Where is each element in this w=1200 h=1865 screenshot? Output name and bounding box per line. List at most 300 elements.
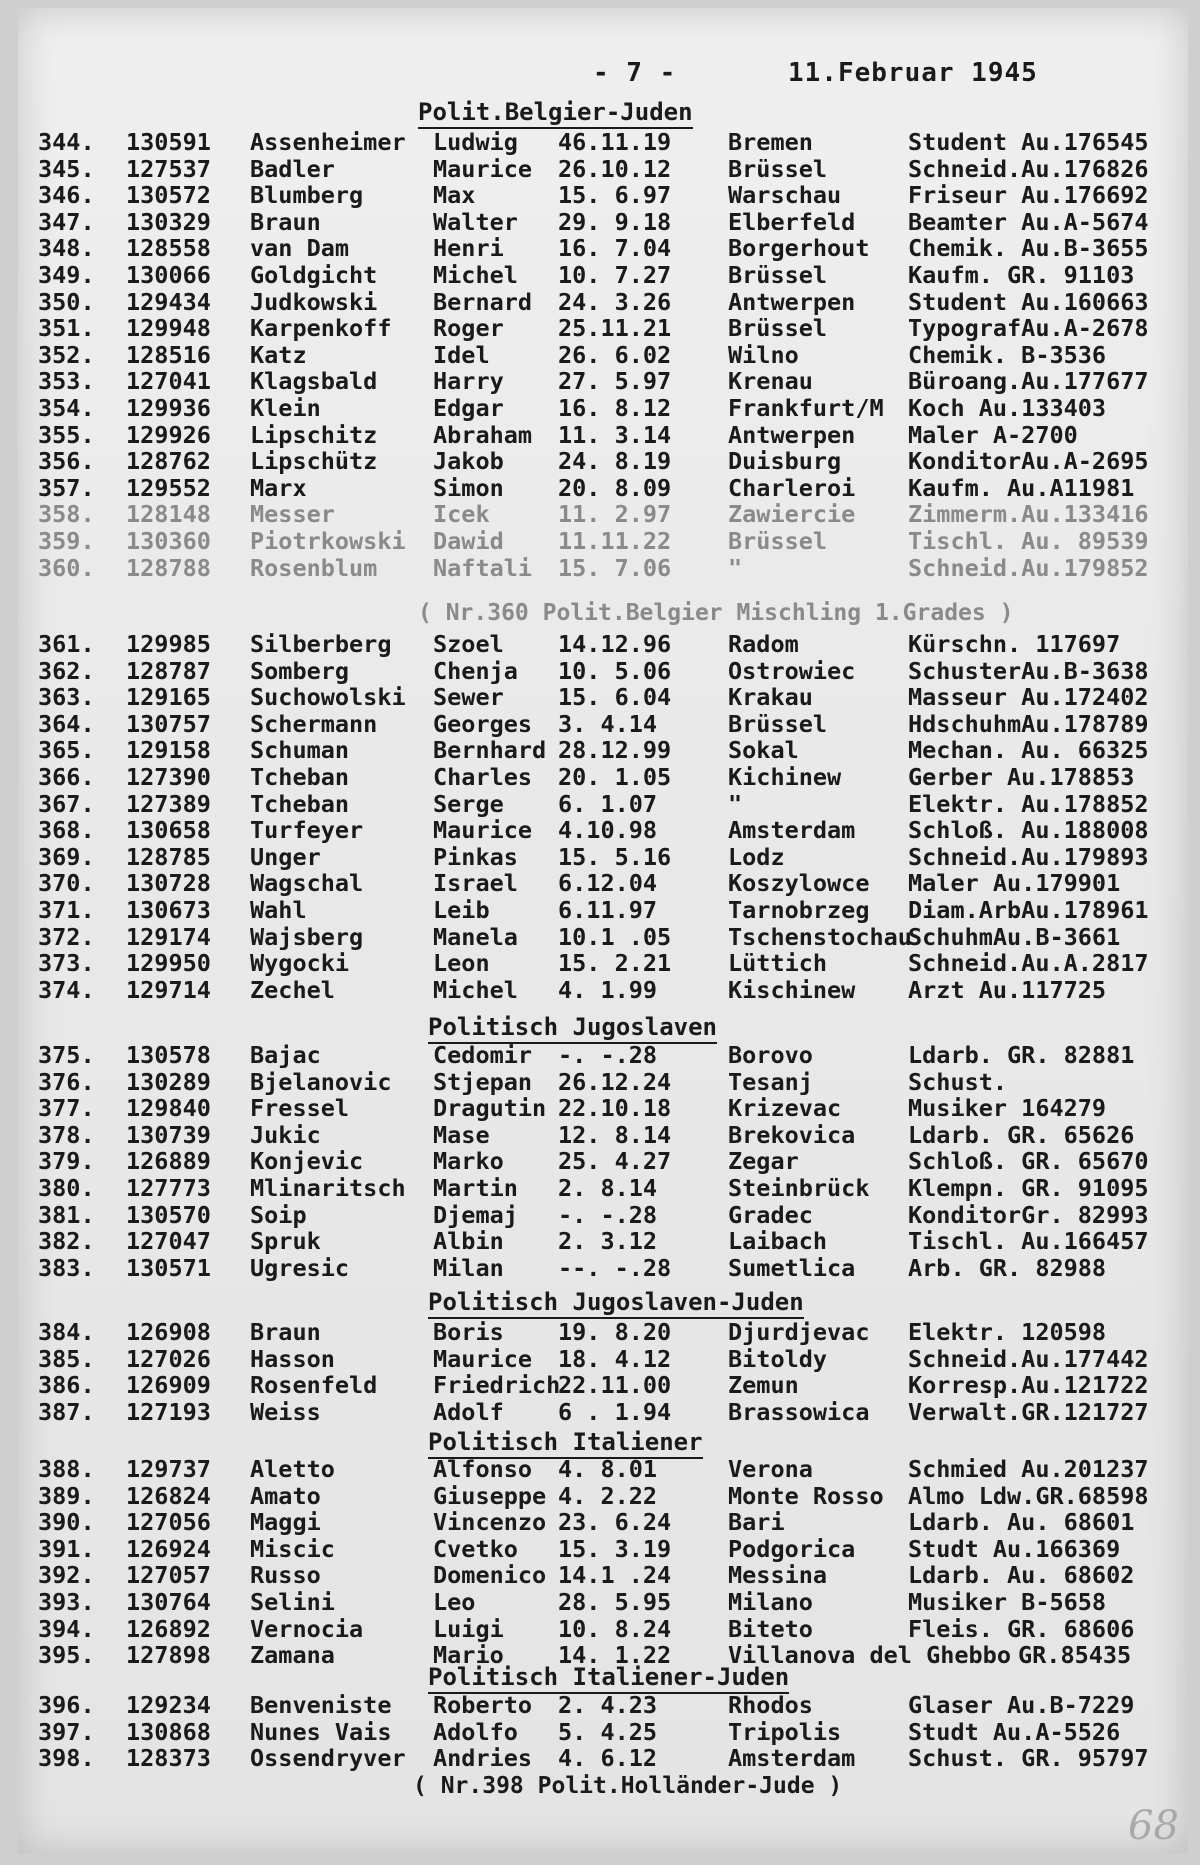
- birth-place: Bitoldy: [728, 1344, 828, 1373]
- birth-place: Tarnobrzeg: [728, 896, 870, 924]
- section-title: Politisch Italiener-Juden: [428, 1663, 789, 1691]
- birth-place: Krizevac: [728, 1094, 842, 1123]
- first-name: Leo: [433, 1588, 476, 1616]
- row-number: 362.: [38, 656, 95, 685]
- row-number: 377.: [38, 1094, 95, 1123]
- birth-place: Wilno: [728, 340, 799, 369]
- birth-place: Messina: [728, 1561, 828, 1590]
- occupation-and-reference: Büroang.Au.177677: [908, 367, 1149, 396]
- birth-place: Brekovica: [728, 1120, 856, 1149]
- row-number: 392.: [38, 1561, 95, 1590]
- first-name: Szoel: [433, 630, 504, 658]
- prisoner-number: 130739: [126, 1120, 211, 1149]
- section-title: Politisch Jugoslaven-Juden: [428, 1288, 804, 1316]
- row-number: 345.: [38, 154, 95, 183]
- occupation-and-reference: Kaufm. GR. 91103: [908, 261, 1135, 289]
- birth-date: 20. 1.05: [558, 763, 672, 791]
- row-number: 364.: [38, 709, 95, 738]
- row-number: 369.: [38, 842, 95, 871]
- last-name: Judkowski: [250, 287, 378, 316]
- first-name: Dawid: [433, 527, 504, 555]
- occupation-and-reference: Ldarb. GR. 65626: [908, 1120, 1135, 1149]
- last-name: Amato: [250, 1481, 321, 1510]
- last-name: Russo: [250, 1561, 321, 1590]
- last-name: Zamana: [250, 1641, 335, 1670]
- row-number: 355.: [38, 420, 95, 449]
- occupation-and-reference: KonditorAu.A-2695: [908, 447, 1149, 476]
- birth-date: 15. 7.06: [558, 553, 672, 582]
- prisoner-number: 130728: [126, 869, 211, 898]
- birth-place: Brüssel: [728, 527, 828, 555]
- last-name: Vernocia: [250, 1614, 364, 1643]
- last-name: Selini: [250, 1588, 335, 1616]
- row-number: 376.: [38, 1067, 95, 1096]
- occupation-and-reference: GR.85435: [1018, 1641, 1132, 1670]
- birth-date: 27. 5.97: [558, 367, 672, 396]
- birth-place: Kichinew: [728, 763, 842, 791]
- row-number: 395.: [38, 1641, 95, 1670]
- first-name: Luigi: [433, 1614, 504, 1643]
- first-name: Naftali: [433, 553, 533, 582]
- birth-place: Brüssel: [728, 261, 828, 289]
- birth-date: 5. 4.25: [558, 1717, 658, 1746]
- birth-date: 11. 2.97: [558, 500, 672, 529]
- last-name: Goldgicht: [250, 261, 378, 289]
- birth-date: 14.12.96: [558, 630, 672, 658]
- birth-place: Brassowica: [728, 1397, 870, 1426]
- birth-place: Amsterdam: [728, 1744, 856, 1773]
- prisoner-number: 129840: [126, 1094, 211, 1123]
- occupation-and-reference: Diam.ArbAu.178961: [908, 896, 1149, 924]
- prisoner-number: 129552: [126, 473, 211, 502]
- birth-place: Tripolis: [728, 1717, 842, 1746]
- first-name: Maurice: [433, 1344, 533, 1373]
- occupation-and-reference: HdschuhmAu.178789: [908, 709, 1149, 738]
- occupation-and-reference: Zimmerm.Au.133416: [908, 500, 1149, 529]
- first-name: Roberto: [433, 1691, 533, 1719]
- prisoner-number: 128785: [126, 842, 211, 871]
- row-number: 380.: [38, 1174, 95, 1202]
- birth-date: 15. 6.04: [558, 683, 672, 712]
- document-date: 11.Februar 1945: [788, 58, 1038, 88]
- occupation-and-reference: Student Au.160663: [908, 287, 1149, 316]
- prisoner-number: 128558: [126, 234, 211, 263]
- row-number: 375.: [38, 1041, 95, 1069]
- first-name: Roger: [433, 314, 504, 343]
- birth-place: Zemun: [728, 1371, 799, 1400]
- first-name: Ludwig: [433, 128, 518, 156]
- birth-place: Tesanj: [728, 1067, 813, 1096]
- birth-place: Amsterdam: [728, 816, 856, 845]
- birth-date: 4. 1.99: [558, 975, 658, 1004]
- prisoner-number: 130329: [126, 207, 211, 236]
- occupation-and-reference: Verwalt.GR.121727: [908, 1397, 1149, 1426]
- row-number: 372.: [38, 922, 95, 951]
- first-name: Walter: [433, 207, 518, 236]
- birth-place: Brüssel: [728, 154, 828, 183]
- first-name: Djemaj: [433, 1200, 518, 1229]
- birth-place: Monte Rosso: [728, 1481, 884, 1510]
- prisoner-number: 128516: [126, 340, 211, 369]
- first-name: Mase: [433, 1120, 490, 1149]
- birth-place: Rhodos: [728, 1691, 813, 1719]
- birth-place: Elberfeld: [728, 207, 856, 236]
- row-number: 385.: [38, 1344, 95, 1373]
- first-name: Jakob: [433, 447, 504, 476]
- last-name: Assenheimer: [250, 128, 406, 156]
- prisoner-number: 128787: [126, 656, 211, 685]
- row-number: 389.: [38, 1481, 95, 1510]
- occupation-and-reference: TypografAu.A-2678: [908, 314, 1149, 343]
- occupation-and-reference: Kürschn. 117697: [908, 630, 1121, 658]
- birth-date: 4.10.98: [558, 816, 658, 845]
- occupation-and-reference: Almo Ldw.GR.68598: [908, 1481, 1149, 1510]
- last-name: Hasson: [250, 1344, 335, 1373]
- last-name: Ugresic: [250, 1253, 350, 1282]
- first-name: Maurice: [433, 816, 533, 845]
- birth-date: 25. 4.27: [558, 1147, 672, 1176]
- row-number: 371.: [38, 896, 95, 924]
- last-name: Suchowolski: [250, 683, 406, 712]
- occupation-and-reference: Fleis. GR. 68606: [908, 1614, 1135, 1643]
- birth-place: Milano: [728, 1588, 813, 1616]
- occupation-and-reference: Ldarb. Au. 68602: [908, 1561, 1135, 1590]
- first-name: Giuseppe: [433, 1481, 547, 1510]
- prisoner-number: 129737: [126, 1455, 211, 1483]
- occupation-and-reference: Glaser Au.B-7229: [908, 1691, 1135, 1719]
- row-number: 386.: [38, 1371, 95, 1400]
- birth-date: 14. 1.22: [558, 1641, 672, 1670]
- document-page: [18, 8, 1188, 1853]
- prisoner-number: 130591: [126, 128, 211, 156]
- row-number: 398.: [38, 1744, 95, 1773]
- prisoner-number: 127389: [126, 789, 211, 818]
- birth-place: Duisburg: [728, 447, 842, 476]
- birth-place: Biteto: [728, 1614, 813, 1643]
- first-name: Boris: [433, 1318, 504, 1346]
- last-name: Lipschütz: [250, 447, 378, 476]
- row-number: 387.: [38, 1397, 95, 1426]
- occupation-and-reference: KonditorGr. 82993: [908, 1200, 1149, 1229]
- birth-date: 28.12.99: [558, 736, 672, 765]
- prisoner-number: 129158: [126, 736, 211, 765]
- first-name: Leib: [433, 896, 490, 924]
- last-name: Mlinaritsch: [250, 1174, 406, 1202]
- prisoner-number: 129936: [126, 394, 211, 422]
- birth-date: 26. 6.02: [558, 340, 672, 369]
- prisoner-number: 127193: [126, 1397, 211, 1426]
- birth-date: 22.10.18: [558, 1094, 672, 1123]
- section-note: ( Nr.398 Polit.Holländer-Jude ): [413, 1773, 843, 1799]
- birth-date: 2. 8.14: [558, 1174, 658, 1202]
- birth-date: 4. 2.22: [558, 1481, 658, 1510]
- first-name: Sewer: [433, 683, 504, 712]
- birth-date: 11.11.22: [558, 527, 672, 555]
- prisoner-number: 130289: [126, 1067, 211, 1096]
- handwritten-page-mark: 68: [1128, 1803, 1179, 1849]
- birth-date: 24. 3.26: [558, 287, 672, 316]
- prisoner-number: 129950: [126, 949, 211, 978]
- prisoner-number: 128373: [126, 1744, 211, 1773]
- first-name: Pinkas: [433, 842, 518, 871]
- birth-date: 4. 8.01: [558, 1455, 658, 1483]
- prisoner-number: 126892: [126, 1614, 211, 1643]
- birth-place: Krenau: [728, 367, 813, 396]
- birth-date: 46.11.19: [558, 128, 672, 156]
- prisoner-number: 130673: [126, 896, 211, 924]
- birth-place: Bari: [728, 1508, 785, 1537]
- occupation-and-reference: Maler A-2700: [908, 420, 1078, 449]
- birth-place: Frankfurt/M: [728, 394, 884, 422]
- birth-date: 10. 7.27: [558, 261, 672, 289]
- last-name: Schermann: [250, 709, 378, 738]
- first-name: Vincenzo: [433, 1508, 547, 1537]
- first-name: Harry: [433, 367, 504, 396]
- page-number: - 7 -: [593, 58, 677, 88]
- occupation-and-reference: Kaufm. Au.A11981: [908, 473, 1135, 502]
- first-name: Milan: [433, 1253, 504, 1282]
- birth-date: 10.1 .05: [558, 922, 672, 951]
- occupation-and-reference: Chemik. B-3536: [908, 340, 1107, 369]
- birth-place: Lüttich: [728, 949, 828, 978]
- row-number: 359.: [38, 527, 95, 555]
- row-number: 390.: [38, 1508, 95, 1537]
- birth-date: 19. 8.20: [558, 1318, 672, 1346]
- first-name: Alfonso: [433, 1455, 533, 1483]
- prisoner-number: 129985: [126, 630, 211, 658]
- birth-date: 6 . 1.94: [558, 1397, 672, 1426]
- last-name: Messer: [250, 500, 335, 529]
- first-name: Henri: [433, 234, 504, 263]
- occupation-and-reference: Schust. GR. 95797: [908, 1744, 1149, 1773]
- birth-place: Ostrowiec: [728, 656, 856, 685]
- row-number: 360.: [38, 553, 95, 582]
- birth-place: Warschau: [728, 181, 842, 210]
- birth-place: Krakau: [728, 683, 813, 712]
- prisoner-number: 129926: [126, 420, 211, 449]
- occupation-and-reference: Koch Au.133403: [908, 394, 1107, 422]
- first-name: Michel: [433, 975, 518, 1004]
- last-name: Weiss: [250, 1397, 321, 1426]
- occupation-and-reference: Schloß. GR. 65670: [908, 1147, 1149, 1176]
- row-number: 379.: [38, 1147, 95, 1176]
- first-name: Icek: [433, 500, 490, 529]
- last-name: Schuman: [250, 736, 350, 765]
- birth-date: 24. 8.19: [558, 447, 672, 476]
- row-number: 358.: [38, 500, 95, 529]
- last-name: Benveniste: [250, 1691, 392, 1719]
- prisoner-number: 130578: [126, 1041, 211, 1069]
- last-name: Silberberg: [250, 630, 392, 658]
- occupation-and-reference: Studt Au.A-5526: [908, 1717, 1121, 1746]
- row-number: 344.: [38, 128, 95, 156]
- prisoner-number: 129174: [126, 922, 211, 951]
- last-name: Klagsbald: [250, 367, 378, 396]
- row-number: 356.: [38, 447, 95, 476]
- birth-place: Gradec: [728, 1200, 813, 1229]
- last-name: Blumberg: [250, 181, 364, 210]
- last-name: Unger: [250, 842, 321, 871]
- last-name: Maggi: [250, 1508, 321, 1537]
- birth-date: 11. 3.14: [558, 420, 672, 449]
- birth-date: 25.11.21: [558, 314, 672, 343]
- prisoner-number: 126889: [126, 1147, 211, 1176]
- last-name: Marx: [250, 473, 307, 502]
- birth-date: 6. 1.07: [558, 789, 658, 818]
- prisoner-number: 130868: [126, 1717, 211, 1746]
- row-number: 363.: [38, 683, 95, 712]
- birth-date: 23. 6.24: [558, 1508, 672, 1537]
- prisoner-number: 127773: [126, 1174, 211, 1202]
- first-name: Adolf: [433, 1397, 504, 1426]
- prisoner-number: 130066: [126, 261, 211, 289]
- occupation-and-reference: Korresp.Au.121722: [908, 1371, 1149, 1400]
- row-number: 391.: [38, 1534, 95, 1563]
- row-number: 350.: [38, 287, 95, 316]
- first-name: Domenico: [433, 1561, 547, 1590]
- row-number: 354.: [38, 394, 95, 422]
- row-number: 348.: [38, 234, 95, 263]
- last-name: Wagschal: [250, 869, 364, 898]
- occupation-and-reference: Klempn. GR. 91095: [908, 1174, 1149, 1202]
- birth-date: --. -.28: [558, 1253, 672, 1282]
- prisoner-number: 126924: [126, 1534, 211, 1563]
- prisoner-number: 127390: [126, 763, 211, 791]
- occupation-and-reference: SchusterAu.B-3638: [908, 656, 1149, 685]
- occupation-and-reference: Musiker B-5658: [908, 1588, 1107, 1616]
- first-name: Georges: [433, 709, 533, 738]
- birth-place: Borovo: [728, 1041, 813, 1069]
- last-name: Bjelanovic: [250, 1067, 392, 1096]
- birth-place: ": [728, 553, 743, 582]
- prisoner-number: 126909: [126, 1371, 211, 1400]
- prisoner-number: 126908: [126, 1318, 211, 1346]
- row-number: 357.: [38, 473, 95, 502]
- occupation-and-reference: Student Au.176545: [908, 128, 1149, 156]
- last-name: Karpenkoff: [250, 314, 392, 343]
- first-name: Bernard: [433, 287, 533, 316]
- prisoner-number: 127898: [126, 1641, 211, 1670]
- birth-place: Zawiercie: [728, 500, 856, 529]
- row-number: 353.: [38, 367, 95, 396]
- prisoner-number: 127057: [126, 1561, 211, 1590]
- last-name: Turfeyer: [250, 816, 364, 845]
- first-name: Martin: [433, 1174, 518, 1202]
- birth-date: 22.11.00: [558, 1371, 672, 1400]
- first-name: Bernhard: [433, 736, 547, 765]
- birth-place: Antwerpen: [728, 420, 856, 449]
- last-name: Wygocki: [250, 949, 350, 978]
- last-name: Soip: [250, 1200, 307, 1229]
- section-title: Politisch Jugoslaven: [428, 1013, 717, 1041]
- birth-date: 26.12.24: [558, 1067, 672, 1096]
- first-name: Michel: [433, 261, 518, 289]
- last-name: Wahl: [250, 896, 307, 924]
- birth-date: 10. 5.06: [558, 656, 672, 685]
- occupation-and-reference: Studt Au.166369: [908, 1534, 1121, 1563]
- last-name: Katz: [250, 340, 307, 369]
- first-name: Andries: [433, 1744, 533, 1773]
- prisoner-number: 127537: [126, 154, 211, 183]
- last-name: Badler: [250, 154, 335, 183]
- birth-date: 29. 9.18: [558, 207, 672, 236]
- occupation-and-reference: Elektr. Au.178852: [908, 789, 1149, 818]
- occupation-and-reference: Schneid.Au.176826: [908, 154, 1149, 183]
- first-name: Adolfo: [433, 1717, 518, 1746]
- row-number: 347.: [38, 207, 95, 236]
- occupation-and-reference: Tischl. Au. 89539: [908, 527, 1149, 555]
- birth-place: Bremen: [728, 128, 813, 156]
- row-number: 349.: [38, 261, 95, 289]
- occupation-and-reference: Ldarb. Au. 68601: [908, 1508, 1135, 1537]
- birth-place: Villanova del Ghebbo: [728, 1641, 1011, 1670]
- occupation-and-reference: Mechan. Au. 66325: [908, 736, 1149, 765]
- last-name: Bajac: [250, 1041, 321, 1069]
- prisoner-number: 130764: [126, 1588, 211, 1616]
- birth-place: Brüssel: [728, 314, 828, 343]
- occupation-and-reference: Gerber Au.178853: [908, 763, 1135, 791]
- last-name: Rosenfeld: [250, 1371, 378, 1400]
- birth-date: 15. 6.97: [558, 181, 672, 210]
- last-name: Wajsberg: [250, 922, 364, 951]
- prisoner-number: 129165: [126, 683, 211, 712]
- birth-date: 15. 2.21: [558, 949, 672, 978]
- birth-place: Podgorica: [728, 1534, 856, 1563]
- occupation-and-reference: Masseur Au.172402: [908, 683, 1149, 712]
- row-number: 366.: [38, 763, 95, 791]
- birth-place: Tschenstochau: [728, 922, 912, 951]
- last-name: Spruk: [250, 1227, 321, 1256]
- prisoner-number: 130360: [126, 527, 211, 555]
- first-name: Leon: [433, 949, 490, 978]
- occupation-and-reference: Elektr. 120598: [908, 1318, 1107, 1346]
- occupation-and-reference: Schust.: [908, 1067, 1008, 1096]
- prisoner-number: 127056: [126, 1508, 211, 1537]
- prisoner-number: 130571: [126, 1253, 211, 1282]
- last-name: Tcheban: [250, 763, 350, 791]
- occupation-and-reference: Ldarb. GR. 82881: [908, 1041, 1135, 1069]
- birth-date: 16. 8.12: [558, 394, 672, 422]
- last-name: Piotrkowski: [250, 527, 406, 555]
- prisoner-number: 129714: [126, 975, 211, 1004]
- row-number: 373.: [38, 949, 95, 978]
- last-name: Nunes Vais: [250, 1717, 392, 1746]
- last-name: Zechel: [250, 975, 335, 1004]
- first-name: Friedrich: [433, 1371, 561, 1400]
- occupation-and-reference: Friseur Au.176692: [908, 181, 1149, 210]
- section-title: Politisch Italiener: [428, 1428, 703, 1456]
- first-name: Maurice: [433, 154, 533, 183]
- row-number: 381.: [38, 1200, 95, 1229]
- first-name: Serge: [433, 789, 504, 818]
- first-name: Cvetko: [433, 1534, 518, 1563]
- birth-place: Brüssel: [728, 709, 828, 738]
- row-number: 396.: [38, 1691, 95, 1719]
- prisoner-number: 129234: [126, 1691, 211, 1719]
- prisoner-number: 127047: [126, 1227, 211, 1256]
- birth-date: 2. 4.23: [558, 1691, 658, 1719]
- birth-place: Verona: [728, 1455, 813, 1483]
- birth-date: -. -.28: [558, 1200, 658, 1229]
- prisoner-number: 130757: [126, 709, 211, 738]
- birth-date: 20. 8.09: [558, 473, 672, 502]
- first-name: Simon: [433, 473, 504, 502]
- last-name: Ossendryver: [250, 1744, 406, 1773]
- first-name: Idel: [433, 340, 490, 369]
- occupation-and-reference: Maler Au.179901: [908, 869, 1121, 898]
- birth-place: Sumetlica: [728, 1253, 856, 1282]
- row-number: 352.: [38, 340, 95, 369]
